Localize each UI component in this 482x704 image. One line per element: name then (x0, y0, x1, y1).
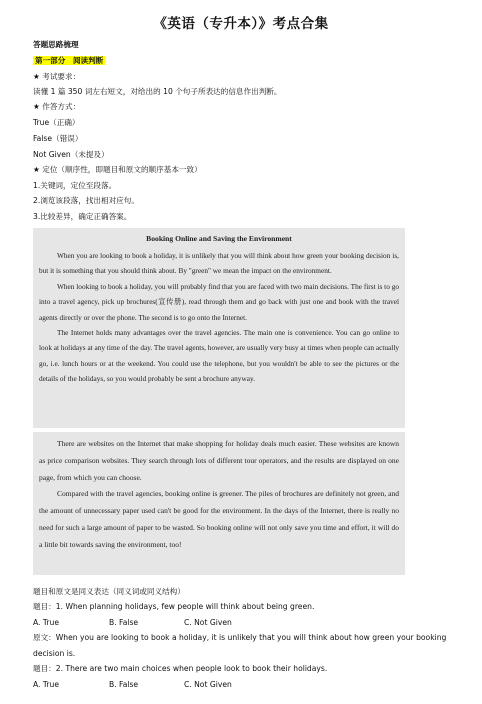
step-1: 1.关键词，定位至段落。 (33, 181, 117, 190)
requirement-text: 读懂 1 篇 350 词左右短文，对给出的 10 个句子所表达的信息作出判断。 (33, 87, 282, 96)
question-1: 题目：1. When planning holidays, few people will think about being green. (33, 602, 315, 611)
option-false: False（错误） (33, 134, 83, 143)
requirement-heading: ★ 考试要求： (33, 72, 81, 81)
passage-panel-2 (33, 432, 405, 575)
page-title: 《英语（专升本）》考点合集 (153, 16, 329, 32)
original-1-line-2: decision is. (33, 649, 76, 658)
analysis-heading: 题目和原文是同义表达（同义词或同义结构） (33, 587, 185, 596)
passage-paragraph-3: The Internet holds many advantages over the travel agencies. The main one is convenience. You can go online to look at holidays at any time of the day. The travel agents, however, are usually very busy at times when people can actually go, i.e. lunch hours or at the weekend. You could use the telephone, but you wouldn't be able to see the pictures or the details of the holidays, so you would probably be sent a brochure anyway. (39, 328, 399, 384)
step-3: 3.比较差异，确定正确答案。 (33, 212, 132, 221)
question-1-options (33, 617, 232, 628)
passage-paragraph-4: There are websites on the Internet that make shopping for holiday deals much easier. These websites are known as price comparison websites. They search through lots of different tour operators, and the results are displayed on one page, from which you can choose. (39, 439, 399, 482)
passage-paragraph-2: When looking to book a holiday, you will probably find that you are faced with two main decisions. The first is to go into a travel agency, pick up brochures(宣传册), read through them and go back with just one and book with the travel agents directly or over the phone. The second is to go onto the Internet. (39, 281, 399, 322)
part-label-text: 第一部分 阅读判断 (35, 56, 104, 65)
question-2: 题目：2. There are two main choices when people look to book their holidays. (33, 664, 328, 673)
q2-option-c: C. Not Given (184, 680, 232, 689)
question-2-options (33, 679, 232, 690)
q1-option-b: B. False (109, 618, 139, 627)
q1-option-a: A. True (33, 618, 60, 627)
passage-panel-1 (33, 228, 405, 428)
part-label (33, 55, 105, 66)
method-heading: ★ 作答方式： (33, 102, 81, 111)
step-2: 2.浏览该段落，找出相对应句。 (33, 196, 139, 205)
q1-option-c: C. Not Given (184, 618, 232, 627)
q2-option-a: A. True (33, 680, 60, 689)
option-true: True（正确） (33, 118, 80, 127)
locate-heading: ★ 定位（顺序性，即题目和原文的顺序基本一致） (33, 165, 202, 174)
option-not-given: Not Given（未提及） (33, 150, 109, 159)
original-1-line-1: 原文：When you are looking to book a holiday, it is unlikely that you will think about how green your booking (33, 633, 447, 642)
q2-option-b: B. False (109, 680, 139, 689)
passage-paragraph-5: Compared with the travel agencies, booking online is greener. The piles of brochures are definitely not green, and the amount of unnecessary paper used can't be good for the environment. In the days of the Internet, there is really no need for such a large amount of paper to be wasted. So booking online will not only save you time and effort, it will do a little bit towards saving the environment, too! (39, 489, 399, 549)
passage-heading: Booking Online and Saving the Environment (146, 234, 292, 243)
passage-paragraph-1: When you are looking to book a holiday, it is unlikely that you will think about how green your booking decision is, but it is something that you should think about. By "green" we mean the impact on the environment. (39, 251, 399, 276)
section-heading: 答题思路梳理 (33, 40, 79, 49)
